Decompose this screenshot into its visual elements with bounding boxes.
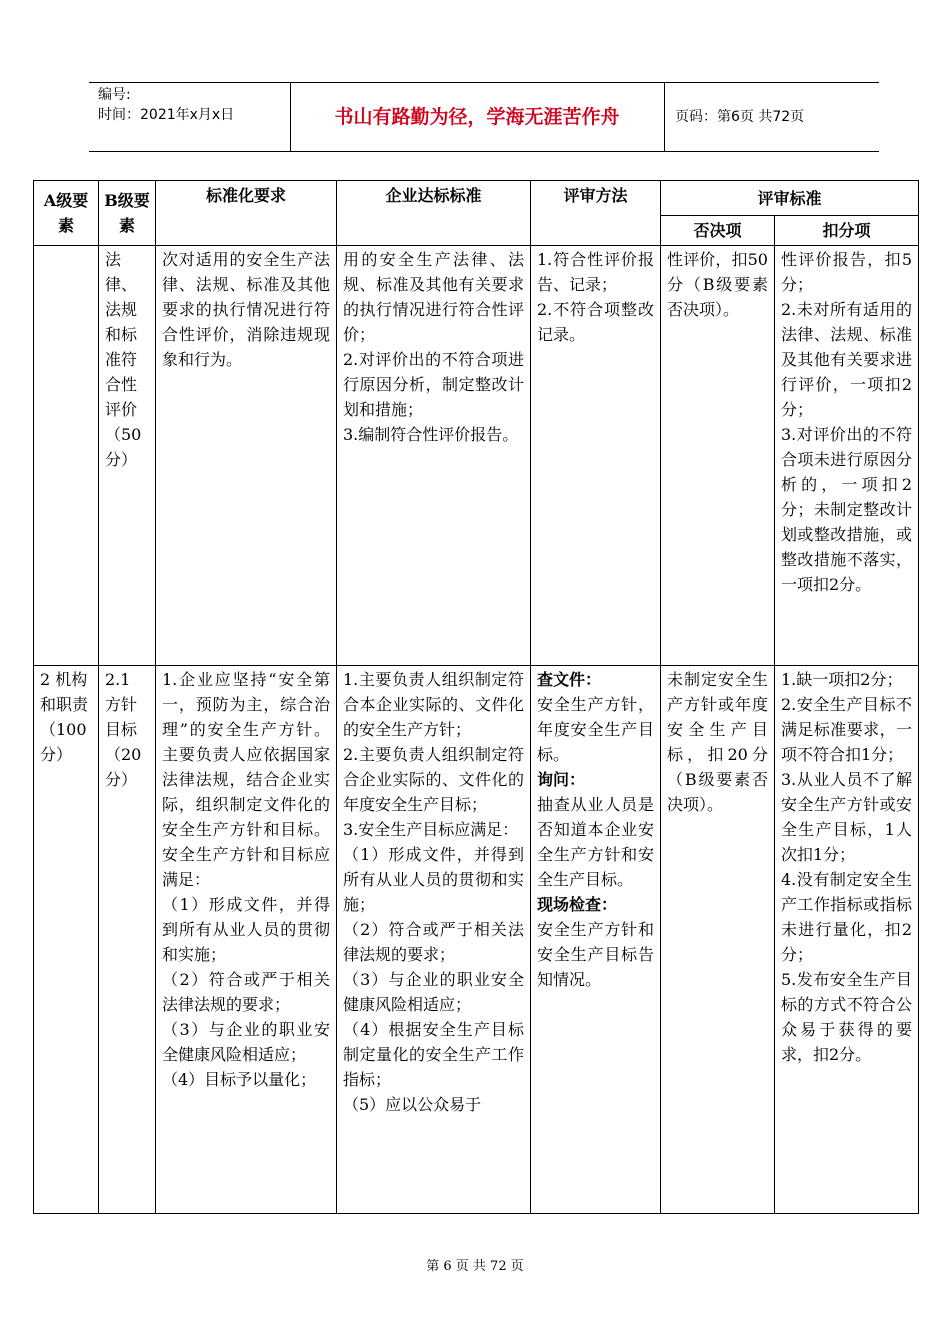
cell-b-level: 法律、法规和标准符合性评价（50分） (99, 246, 156, 666)
cell-a-level (34, 246, 99, 666)
cell-review-method (531, 666, 661, 1214)
header-deduct: 扣分项 (775, 216, 919, 246)
code-label: 编号: (98, 87, 131, 103)
cell-standard-req: 次对适用的安全生产法律、法规、标准及其他要求的执行情况进行符合性评价，消除违规现象和行为。 (156, 246, 337, 666)
table-header-row (34, 181, 919, 216)
standards-table (33, 180, 919, 1214)
header-review-std: 评审标准 (661, 181, 919, 216)
header-veto: 否决项 (661, 216, 775, 246)
method-label: 询问： (537, 770, 586, 789)
header-page-label: 页码：第6页 共72页 (675, 109, 805, 125)
cell-review-method: 1.符合性评价报告、记录； 2.不符合项整改记录。 (531, 246, 661, 666)
time-label: 时间：2021年x月x日 (98, 107, 235, 123)
header-review-method: 评审方法 (531, 181, 661, 246)
cell-deduct: 性评价报告，扣5分； 2.未对所有适用的法律、法规、标准及其他有关要求进行评价，一项扣2分； 3.对评价出的不符合项未进行原因分析的，一项扣2分；未制定整改计划或整改措施，或整改措施不落实，一项扣2分。 (775, 246, 919, 666)
method-label: 查文件： (537, 670, 602, 689)
header-enterprise-std: 企业达标标准 (337, 181, 531, 246)
table-row (34, 666, 919, 1214)
header-divider (664, 83, 665, 151)
header-motto: 书山有路勤为径，学海无涯苦作舟 (334, 106, 620, 128)
cell-veto: 未制定安全生产方针或年度安全生产目标，扣20分（B级要素否决项）。 (661, 666, 775, 1214)
cell-enterprise-std: 用的安全生产法律、法规、标准及其他有关要求的执行情况进行符合性评价； 2.对评价出的不符合项进行原因分析，制定整改计划和措施； 3.编制符合性评价报告。 (337, 246, 531, 666)
cell-standard-req: 1.企业应坚持“安全第一，预防为主，综合治理”的安全生产方针。主要负责人应依据国家法律法规，结合企业实际，组织制定文件化的安全生产方针和目标。安全生产方针和目标应满足： （1）形成文件，并得到所有从业人员的贯彻和实施； （2）符合或严于相关法律法规的要求； （3）与企业的职业安全健康风险相适应； （4）目标予以量化； (156, 666, 337, 1214)
cell-enterprise-std: 1.主要负责人组织制定符合本企业实际的、文件化的安全生产方针； 2.主要负责人组织制定符合企业实际的、文件化的年度安全生产目标； 3.安全生产目标应满足： （1）形成文件，并得到所有从业人员的贯彻和实施； （2）符合或严于相关法律法规的要求； （3）与企业的职业安全健康风险相适应； （4）根据安全生产目标制定量化的安全生产工作指标； （5）应以公众易于 (337, 666, 531, 1214)
method-label: 现场检查： (537, 895, 618, 914)
method-text: 抽查从业人员是否知道本企业安全生产方针和安全生产目标。 (537, 795, 654, 889)
page-header (89, 82, 879, 152)
cell-a-level: 2 机构和职责（100分） (34, 666, 99, 1214)
table-row (34, 246, 919, 666)
header-meta (98, 85, 234, 125)
page-footer: 第 6 页 共 72 页 (426, 1259, 524, 1274)
cell-veto: 性评价，扣50分（B级要素否决项）。 (661, 246, 775, 666)
cell-b-level: 2.1 方针目标（20分） (99, 666, 156, 1214)
method-text: 安全生产方针和安全生产目标告知情况。 (537, 920, 654, 989)
cell-deduct: 1.缺一项扣2分； 2.安全生产目标不满足标准要求，一项不符合扣1分； 3.从业人员不了解安全生产方针或安全生产目标，1人次扣1分； 4.没有制定安全生产工作指标或指标未进行量化，扣2分； 5.发布安全生产目标的方式不符合公众易于获得的要求，扣2分。 (775, 666, 919, 1214)
header-a-level: A级要素 (34, 181, 99, 246)
method-text: 安全生产方针，年度安全生产目标。 (537, 695, 654, 764)
header-standard-req: 标准化要求 (156, 181, 337, 246)
header-b-level: B级要素 (99, 181, 156, 246)
